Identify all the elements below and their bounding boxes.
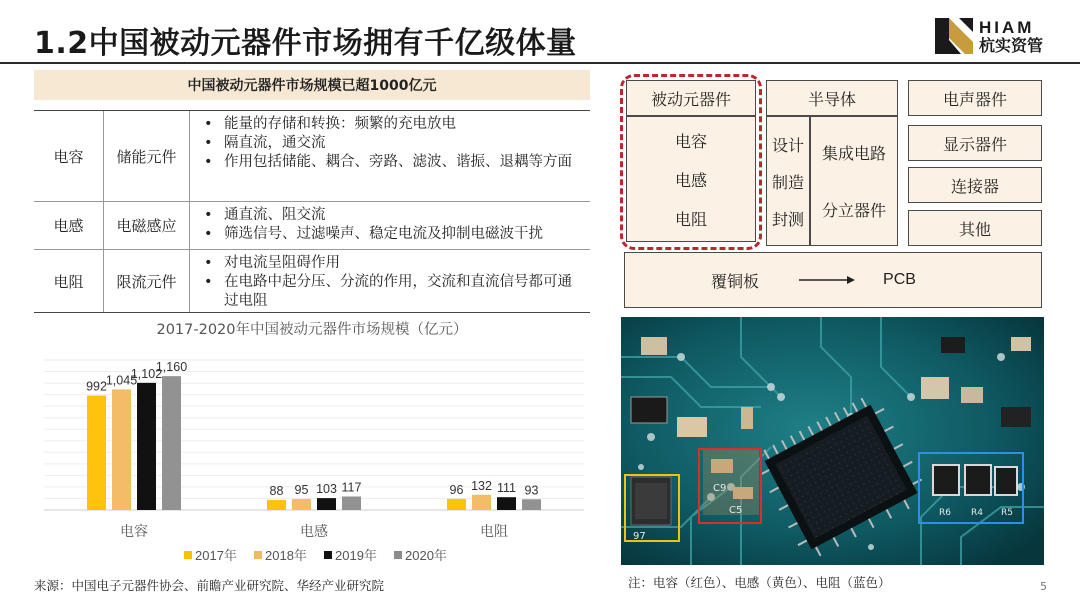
- bar-value-label: 96: [449, 482, 464, 497]
- bar: [267, 500, 286, 510]
- bar-value-label: 93: [524, 483, 539, 498]
- component-points: [190, 250, 590, 312]
- bar: [497, 497, 516, 510]
- component-role: 电磁感应: [104, 202, 190, 249]
- point-item: • 作用包括储能、耦合、旁路、滤波、谐振、退耦等方面: [202, 153, 582, 172]
- point-item: • 能量的存储和转换：频繁的充电放电: [202, 115, 582, 134]
- point-item: • 在电路中起分压、分流的作用，交流和直流信号都可通过电阻: [202, 273, 582, 311]
- photo-label-c9: C9: [713, 483, 727, 494]
- chart-svg: [34, 340, 594, 575]
- source-note: 来源：中国电子元器件协会、前瞻产业研究院、华经产业研究院: [34, 578, 385, 593]
- bar-value-label: 992: [86, 379, 107, 394]
- photo-label-97: 97: [633, 531, 646, 542]
- category-label: 电阻: [480, 523, 508, 539]
- process-item: 设计: [771, 135, 804, 155]
- logo-en-text: HIAM: [979, 17, 1035, 37]
- other-device-box: 其他: [908, 210, 1042, 246]
- legend-label: 2020年: [405, 548, 447, 563]
- chart-title: 2017-2020年中国被动元器件市场规模（亿元）: [156, 322, 468, 338]
- bar-value-label: 1,102: [130, 366, 163, 381]
- legend-swatch: [184, 551, 192, 559]
- company-logo: [935, 18, 1043, 54]
- process-item: 封测: [771, 209, 804, 229]
- bar: [522, 499, 541, 510]
- legend-label: 2017年: [195, 548, 237, 563]
- board-left-label: 覆铜板: [711, 271, 760, 291]
- component-name: 电阻: [34, 250, 104, 312]
- table-row: [34, 202, 590, 250]
- bar-value-label: 1,045: [105, 373, 138, 388]
- bar: [292, 499, 311, 510]
- component-points: [190, 111, 590, 201]
- component-name: 电容: [34, 111, 104, 201]
- bar: [447, 499, 466, 510]
- table-row: [34, 250, 590, 312]
- bar: [317, 498, 336, 510]
- photo-label-r5: R5: [1001, 508, 1013, 518]
- passive-title-box: 被动元器件: [626, 80, 756, 116]
- component-table: [34, 110, 590, 313]
- photo-label-r6: R6: [939, 508, 951, 518]
- point-item: • 筛选信号、过滤噪声、稳定电流及抑制电磁波干扰: [202, 225, 582, 244]
- industry-diagram: [620, 70, 1050, 310]
- component-role: 储能元件: [104, 111, 190, 201]
- board-right-label: PCB: [883, 271, 916, 288]
- legend-swatch: [324, 551, 332, 559]
- semiconductor-title-box: 半导体: [766, 80, 898, 116]
- other-device-box: 显示器件: [908, 125, 1042, 161]
- bar-value-label: 132: [471, 478, 492, 493]
- table-header: 中国被动元器件市场规模已超1000亿元: [34, 70, 590, 100]
- photo-label-c5: C5: [729, 505, 743, 516]
- legend-swatch: [394, 551, 402, 559]
- bar: [472, 495, 491, 510]
- semiconductor-types-box: [810, 116, 898, 246]
- other-device-box: 连接器: [908, 167, 1042, 203]
- bar-value-label: 117: [341, 480, 362, 495]
- photo-label-r4: R4: [971, 508, 983, 518]
- legend-label: 2019年: [335, 548, 377, 563]
- photo-note: 注：电容（红色）、电感（黄色）、电阻（蓝色）: [628, 575, 891, 590]
- bar-value-label: 111: [496, 481, 517, 496]
- legend-label: 2018年: [265, 548, 307, 563]
- pcb-illustration: [621, 317, 1044, 565]
- passive-item: 电容: [674, 131, 707, 151]
- logo-mark-icon: [935, 18, 973, 54]
- market-size-chart: [34, 340, 594, 575]
- bar: [137, 383, 156, 510]
- arrow-right-icon: [799, 274, 855, 286]
- passive-highlight-frame: [620, 74, 762, 250]
- point-item: • 对电流呈阻碍作用: [202, 254, 582, 273]
- passive-item: 电感: [674, 170, 707, 190]
- bar-value-label: 103: [316, 482, 337, 497]
- category-label: 电感: [300, 523, 328, 539]
- point-item: • 隔直流，通交流: [202, 134, 582, 153]
- component-points: [190, 202, 590, 249]
- other-device-box: 电声器件: [908, 80, 1042, 116]
- component-name: 电感: [34, 202, 104, 249]
- pcb-photo: [621, 317, 1044, 565]
- bar: [162, 376, 181, 510]
- legend-swatch: [254, 551, 262, 559]
- component-role: 限流元件: [104, 250, 190, 312]
- process-item: 制造: [771, 172, 804, 192]
- category-label: 电容: [120, 523, 148, 539]
- bar: [342, 497, 361, 511]
- point-item: • 通直流、阻交流: [202, 206, 582, 225]
- bar-value-label: 1,160: [155, 360, 188, 375]
- bar: [112, 389, 131, 510]
- table-row: [34, 111, 590, 202]
- passive-item: 电阻: [674, 209, 707, 229]
- semiconductor-process-box: [766, 116, 810, 246]
- slide-title: 1.2中国被动元器件市场拥有千亿级体量: [34, 26, 577, 61]
- bar: [87, 396, 106, 510]
- board-box: [624, 252, 1042, 308]
- bar-value-label: 88: [269, 483, 284, 498]
- page-number: 5: [1040, 580, 1047, 593]
- title-divider: [0, 62, 1080, 64]
- bar-value-label: 95: [294, 483, 309, 498]
- semiconductor-type: 集成电路: [821, 144, 886, 163]
- semiconductor-type: 分立器件: [821, 201, 886, 220]
- logo-cn-text: 杭实资管: [979, 35, 1044, 55]
